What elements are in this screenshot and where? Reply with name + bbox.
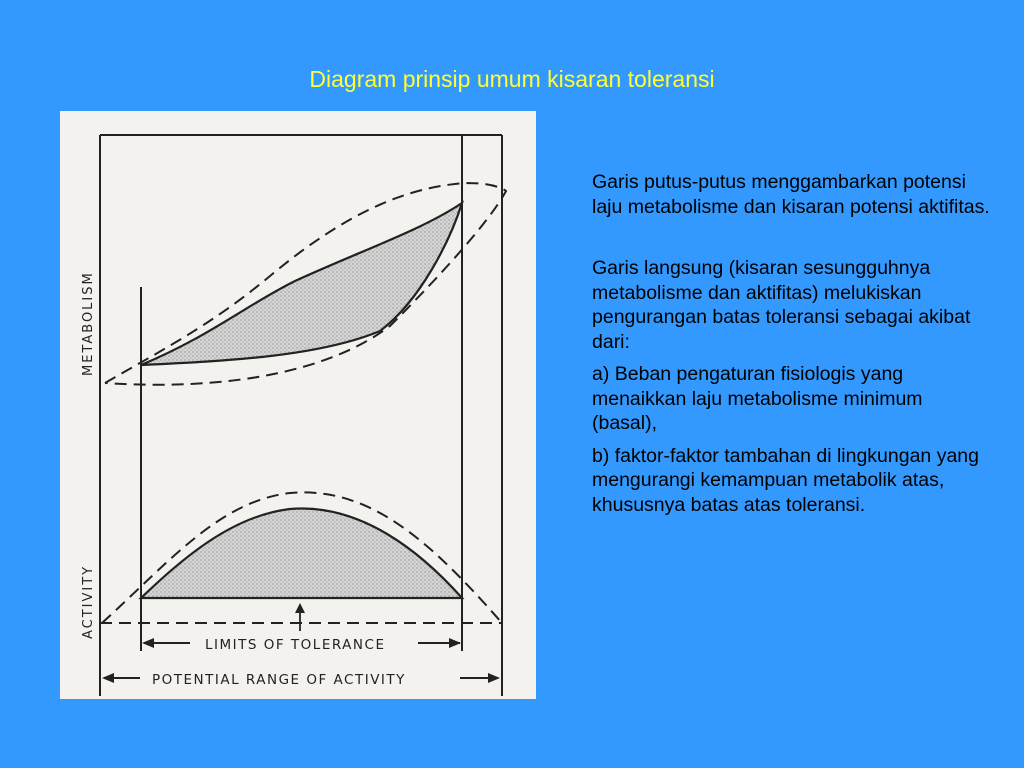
- range-arrowhead-right: [488, 673, 500, 683]
- center-pointer-arrowhead: [295, 603, 305, 613]
- range-arrowhead-left: [102, 673, 114, 683]
- metabolism-axis-label: METABOLISM: [81, 271, 96, 376]
- paragraph-point-b: b) faktor-faktor tambahan di lingkungan yang mengurangi kemampuan metabolik atas, khususnya batas atas toleransi.: [592, 444, 979, 516]
- paragraph-solid-lines: Garis langsung (kisaran sesungguhnya metabolisme dan aktifitas) melukiskan pengurangan batas toleransi sebagai akibat dari:: [592, 257, 971, 353]
- limits-arrowhead-right: [449, 638, 461, 648]
- limits-arrowhead-left: [142, 638, 154, 648]
- paragraph-dashed-lines: Garis putus-putus menggambarkan potensi laju metabolisme dan kisaran potensi aktifitas.: [592, 171, 990, 218]
- activity-actual-region: [141, 508, 462, 598]
- slide-title: Diagram prinsip umum kisaran toleransi: [309, 66, 715, 92]
- activity-axis-label: ACTIVITY: [81, 564, 96, 639]
- metabolism-actual-region: [141, 203, 462, 365]
- potential-range-label: POTENTIAL RANGE OF ACTIVITY: [152, 672, 406, 688]
- paragraph-point-a: a) Beban pengaturan fisiologis yang menaikkan laju metabolisme minimum (basal),: [592, 363, 923, 434]
- limits-of-tolerance-label: LIMITS OF TOLERANCE: [205, 637, 386, 653]
- tolerance-diagram: [60, 111, 536, 699]
- explanation-text: [592, 170, 992, 517]
